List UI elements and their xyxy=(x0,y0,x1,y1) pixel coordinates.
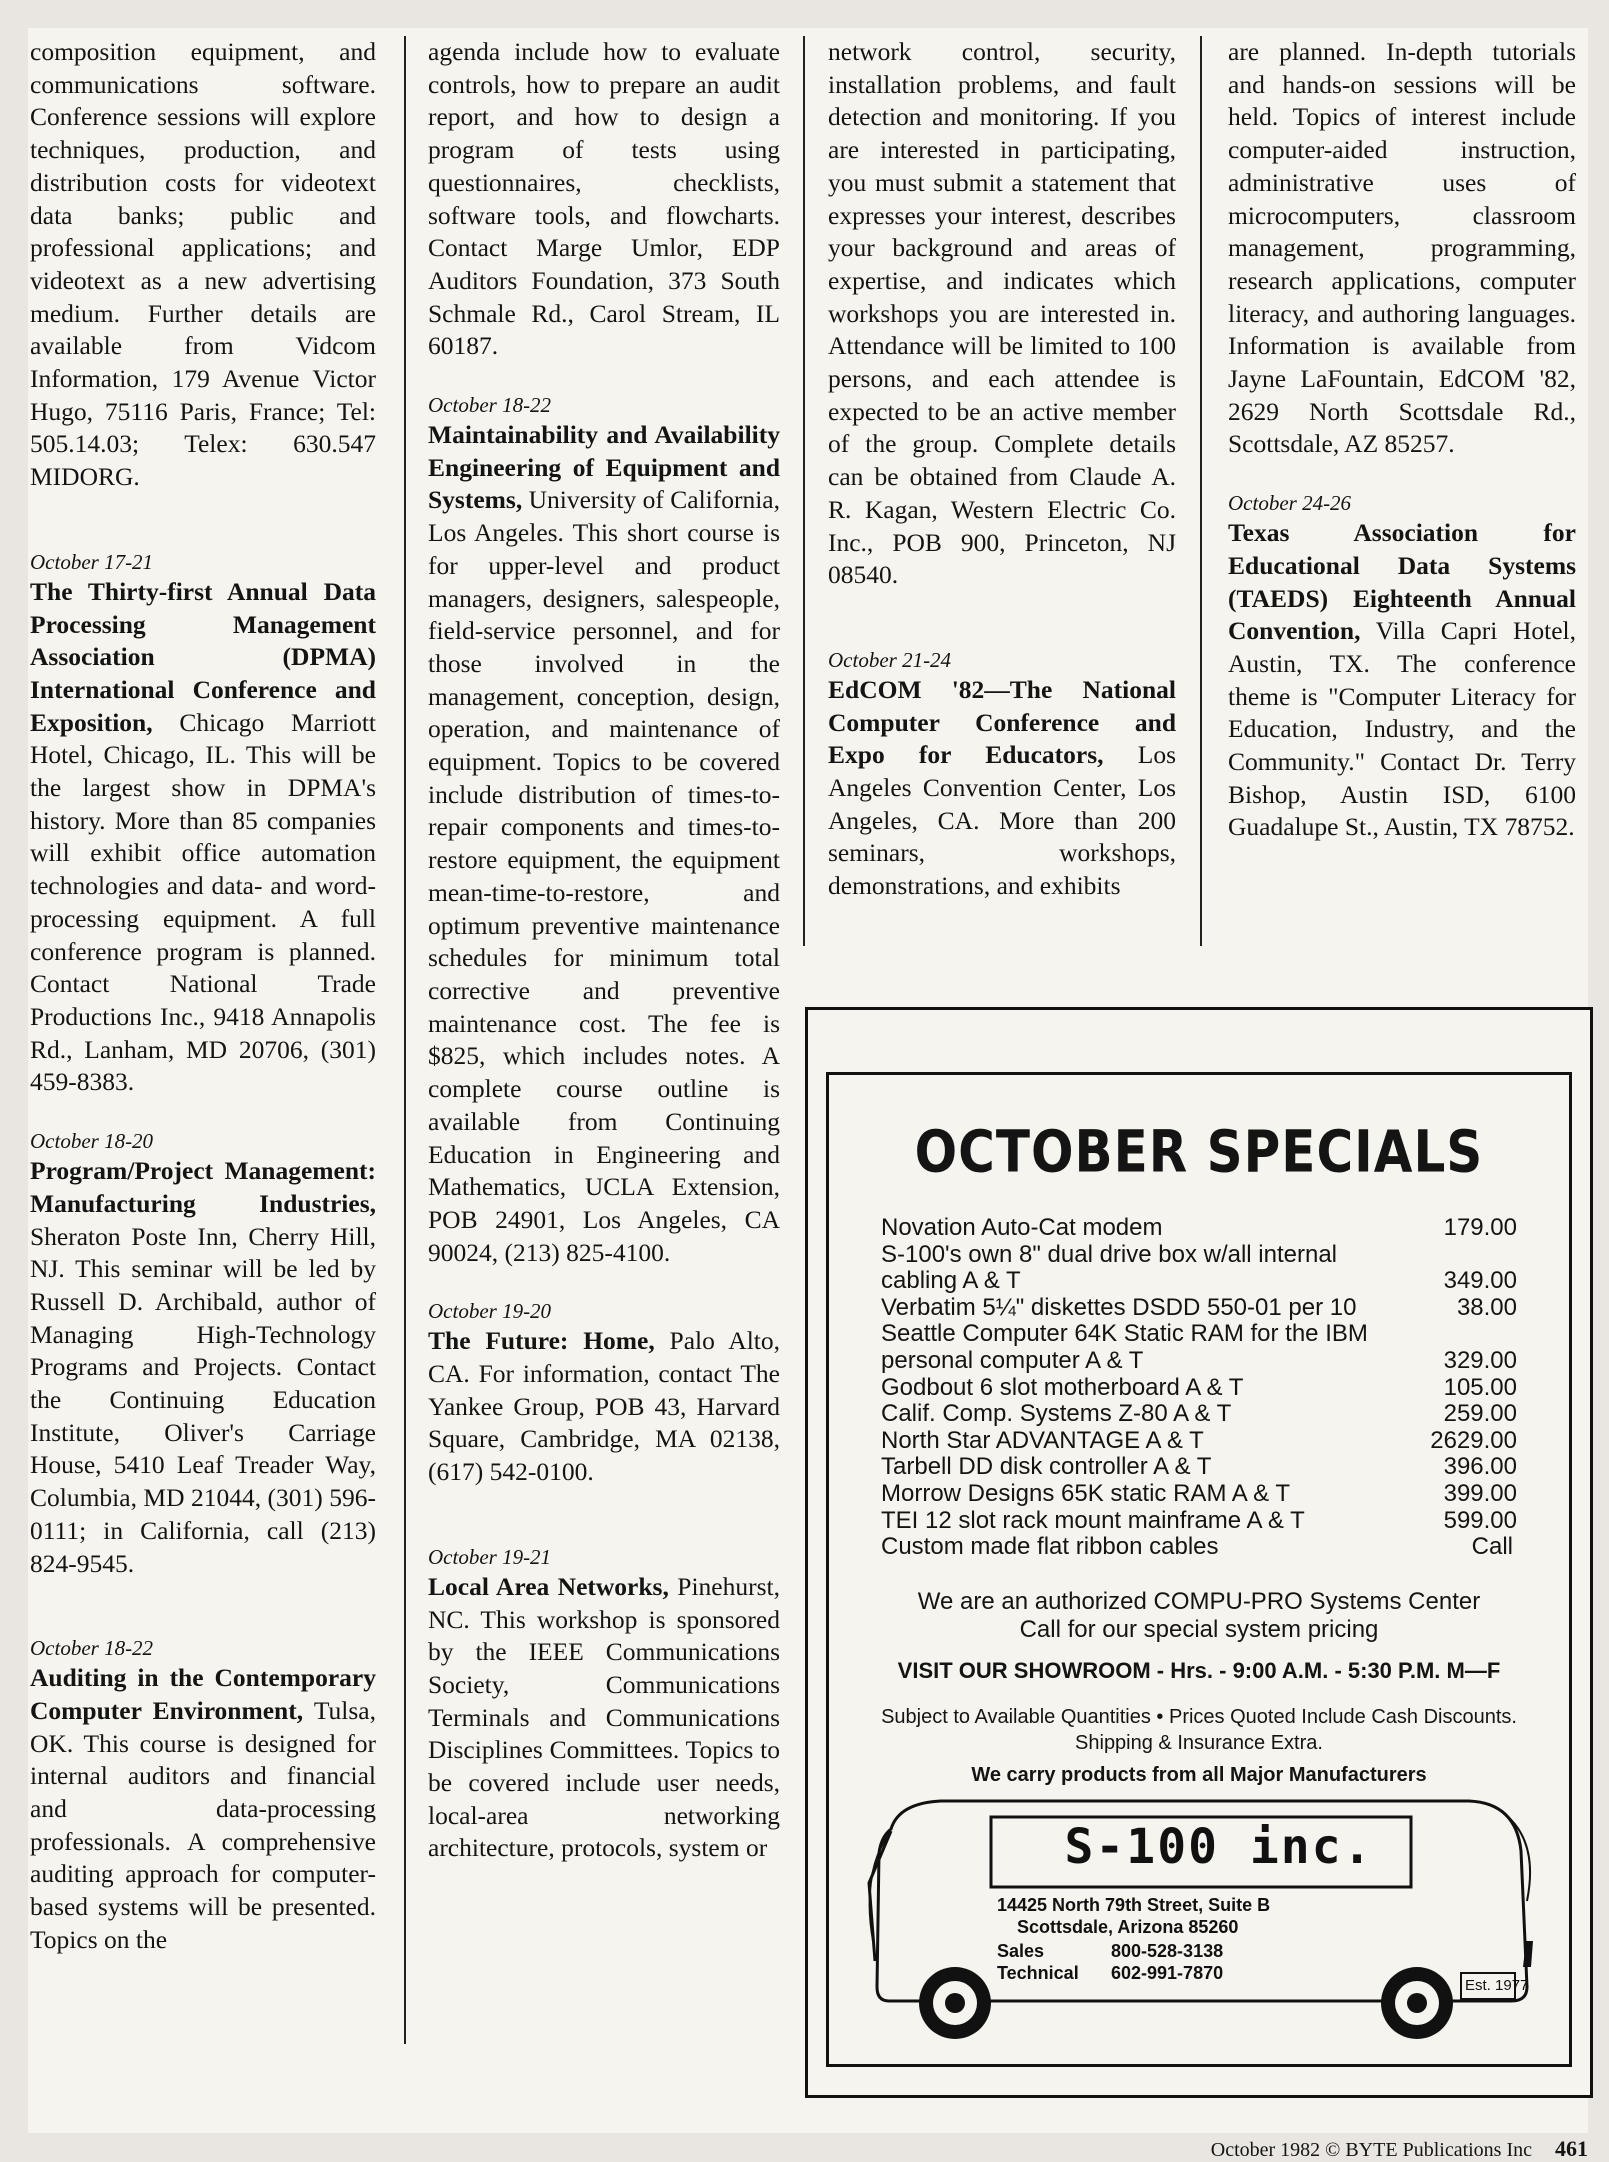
col1-intro: composition equipment, and communications software. Conference sessions will explore techniques, production, and distribution costs for videotext data banks; public and professional applications; and videotext as a new advertising medium. Further details are available from Vidcom Information, 179 Avenue Victor Hugo, 75116 Paris, France; Tel: 505.14.03; Telex: 630.547 MIDORG. xyxy=(30,37,376,492)
event-date: October 21-24 xyxy=(828,647,952,672)
event-entry xyxy=(828,646,1176,903)
event-body: Villa Capri Hotel, Austin, TX. The conference theme is "Computer Literacy for Education, Industry, and the Community." Contact Dr. Terry Bishop, Austin ISD, 6100 Guadalupe St., Austin, TX 78752. xyxy=(1228,616,1576,842)
showroom-hours: VISIT OUR SHOWROOM - Hrs. - 9:00 A.M. - 5:30 P.M. M—F xyxy=(897,1658,1501,1683)
column-rule-3 xyxy=(1200,36,1202,946)
dealer-line-1: We are an authorized COMPU-PRO Systems Center xyxy=(917,1588,1481,1615)
event-title: The Thirty-first Annual Data Processing Management Association (DPMA) International Conference and Exposition, xyxy=(30,576,376,737)
event-entry xyxy=(30,548,376,1099)
event-entry xyxy=(428,1543,780,1865)
event-body: Chicago Marriott Hotel, Chicago, IL. This will be the largest show in DPMA's history. More than 85 companies will exhibit office automation technologies and data- and word-processing equipment. A full conference program is planned. Contact National Trade Productions Inc., 9418 Annapolis Rd., Lanham, MD 20706, (301) 459-8383. xyxy=(30,707,376,1097)
item-name: Calif. Comp. Systems Z-80 A & T xyxy=(881,1400,1232,1428)
event-body: Tulsa, OK. This course is designed for internal auditors and financial and data-processing professionals. A comprehensive auditing approach for computer-based systems will be presented. Topics on the xyxy=(30,1695,376,1954)
col3-intro: network control, security, installation problems, and fault detection and monitoring. If you are interested in participating, you must submit a statement that expresses your interest, describes your background and areas of expertise, and indicates which workshops you are interested in. Attendance will be limited to 100 persons, and each attendee is expected to be an active member of the group. Complete details can be obtained from Claude A. R. Kagan, Western Electric Co. Inc., POB 900, Princeton, NJ 08540. xyxy=(828,37,1176,590)
price-item xyxy=(881,1428,1517,1455)
price-item xyxy=(881,1454,1517,1481)
event-date: October 19-20 xyxy=(428,1299,552,1324)
item-name: Novation Auto-Cat modem xyxy=(881,1214,1163,1241)
price-item xyxy=(881,1295,1517,1322)
column-2 xyxy=(428,36,780,1865)
event-title: Maintainability and Availability Engineering of Equipment and Systems, xyxy=(428,420,780,515)
item-price: 179.00 xyxy=(1443,1214,1517,1241)
event-title: Program/Project Management: Manufacturing Industries, xyxy=(30,1156,376,1218)
sales-phone: 800-528-3138 xyxy=(1111,1941,1224,1961)
event-title: Texas Association for Educational Data Systems (TAEDS) Eighteenth Annual Convention, xyxy=(1228,518,1576,646)
event-date: October 17-21 xyxy=(30,549,154,574)
address-line-2: Scottsdale, Arizona 85260 xyxy=(1017,1917,1239,1937)
dealer-line-2: Call for our special system pricing xyxy=(1019,1616,1379,1643)
event-title: Local Area Networks, xyxy=(428,1571,669,1601)
company-name: S-100 inc. xyxy=(1064,1819,1374,1875)
col2-intro: agenda include how to evaluate controls, how to prepare an audit report, and how to design a program of tests using questionnaires, checklists, software tools, and flowcharts. Contact Marge Umlor, EDP Auditors Foundation, 373 South Schmale Rd., Carol Stream, IL 60187. xyxy=(428,37,780,361)
item-price: 38.00 xyxy=(1456,1293,1517,1321)
item-name: Custom made flat ribbon cables xyxy=(881,1533,1219,1561)
price-item xyxy=(881,1481,1517,1508)
page-footer xyxy=(28,2136,1588,2162)
technical-label: Technical xyxy=(997,1963,1079,1983)
item-price: 259.00 xyxy=(1443,1400,1517,1428)
item-price: 396.00 xyxy=(1443,1453,1517,1481)
item-name: TEI 12 slot rack mount mainframe A & T xyxy=(881,1506,1305,1534)
event-body: University of California, Los Angeles. This short course is for upper-level and product managers, designers, salespeople, field-service personnel, and for those involved in the management, conception, design, operation, and maintenance of equipment. Topics to be covered include distribution of times-to-repair components and times-to-restore equipment, the equipment mean-time-to-restore, and optimum preventive maintenance schedules for minimum total corrective and preventive maintenance cost. The fee is $825, which includes notes. A complete course outline is available from Continuing Education in Engineering and Mathematics, UCLA Extension, POB 24901, Los Angeles, CA 90024, (213) 825-4100. xyxy=(428,485,780,1267)
item-name: Morrow Designs 65K static RAM A & T xyxy=(881,1479,1291,1507)
price-item xyxy=(881,1321,1517,1374)
item-price: 599.00 xyxy=(1443,1506,1517,1534)
event-date: October 18-22 xyxy=(428,393,552,418)
advertisement xyxy=(805,1007,1593,2098)
item-name: Seattle Computer 64K Static RAM for the IBM personal computer A & T xyxy=(881,1320,1368,1374)
address-line-1: 14425 North 79th Street, Suite B xyxy=(997,1895,1271,1915)
price-item xyxy=(881,1242,1517,1295)
item-price: 399.00 xyxy=(1443,1479,1517,1507)
ad-headline: OCTOBER SPECIALS xyxy=(914,1118,1484,1186)
price-item xyxy=(881,1375,1517,1402)
price-item xyxy=(881,1401,1517,1428)
event-title: EdCOM '82—The National Computer Conference and Expo for Educators, xyxy=(828,674,1176,770)
terms-line-1: Subject to Available Quantities • Prices Quoted Include Cash Discounts. xyxy=(881,1706,1517,1728)
price-item xyxy=(881,1215,1517,1242)
event-entry xyxy=(30,1127,376,1580)
event-date: October 24-26 xyxy=(1228,491,1352,516)
col4-intro: are planned. In-depth tutorials and hands-on sessions will be held. Topics of interest include computer-aided instruction, administrative uses of microcomputers, classroom management, programming, research applications, computer literacy, and authoring languages. Information is available from Jayne LaFountain, EdCOM '82, 2629 North Scottsdale Rd., Scottsdale, AZ 85257. xyxy=(1228,37,1576,459)
column-rule-2 xyxy=(803,36,805,946)
price-list xyxy=(881,1215,1517,1561)
item-price: 2629.00 xyxy=(1430,1426,1517,1454)
column-rule-1 xyxy=(404,36,406,2044)
column-3 xyxy=(828,36,1176,903)
ad-inner-frame xyxy=(826,1072,1572,2067)
event-date: October 18-20 xyxy=(30,1129,154,1154)
item-price: 105.00 xyxy=(1443,1373,1517,1401)
page-number: 461 xyxy=(1555,2136,1588,2161)
item-price: Call xyxy=(1471,1533,1513,1561)
established-year: Est. 1977 xyxy=(1465,1977,1529,1994)
event-body: Palo Alto, CA. For information, contact The Yankee Group, POB 43, Harvard Square, Cambridge, MA 02138, (617) 542-0100. xyxy=(428,1326,780,1487)
price-item xyxy=(881,1508,1517,1535)
item-name: North Star ADVANTAGE A & T xyxy=(881,1426,1204,1454)
event-body: Pinehurst, NC. This workshop is sponsored by the IEEE Communications Society, Communications Terminals and Communications Disciplines Committees. Topics to be covered include user needs, local-area networking architecture, protocols, system or xyxy=(428,1571,780,1863)
item-price: 349.00 xyxy=(1443,1267,1517,1295)
event-title: Auditing in the Contemporary Computer Environment, xyxy=(30,1663,376,1725)
event-body: Los Angeles Convention Center, Los Angeles, CA. More than 200 seminars, workshops, demonstrations, and exhibits xyxy=(828,740,1176,901)
item-name: S-100's own 8" dual drive box w/all internal cabling A & T xyxy=(881,1240,1338,1295)
event-entry xyxy=(428,391,780,1269)
item-name: Tarbell DD disk controller A & T xyxy=(881,1453,1212,1481)
column-4 xyxy=(1228,36,1576,844)
technical-phone: 602-991-7870 xyxy=(1111,1963,1224,1983)
item-name: Godbout 6 slot motherboard A & T xyxy=(881,1373,1244,1401)
event-date: October 18-22 xyxy=(30,1636,154,1661)
footer-credit: October 1982 © BYTE Publications Inc xyxy=(1210,2139,1532,2161)
manufacturers-line: We carry products from all Major Manufacturers xyxy=(971,1764,1427,1786)
item-price: 329.00 xyxy=(1443,1346,1517,1374)
event-entry xyxy=(428,1297,780,1489)
price-item xyxy=(881,1534,1517,1561)
event-body: Sheraton Poste Inn, Cherry Hill, NJ. This seminar will be led by Russell D. Archibald, author of Managing High-Technology Programs and Projects. Contact the Continuing Education Institute, Oliver's Carriage House, 5410 Leaf Treader Way, Columbia, MD 21044, (301) 596-0111; in California, call (213) 824-9545. xyxy=(30,1221,376,1578)
event-date: October 19-21 xyxy=(428,1544,552,1569)
terms-line-2: Shipping & Insurance Extra. xyxy=(1075,1732,1323,1754)
sales-label: Sales xyxy=(997,1941,1045,1961)
bus-rear xyxy=(1491,1805,1530,1901)
event-entry xyxy=(30,1634,376,1956)
event-entry xyxy=(1228,489,1576,844)
item-name: Verbatim 5¼" diskettes DSDD 550-01 per 10 xyxy=(881,1293,1357,1321)
event-title: The Future: Home, xyxy=(428,1326,655,1356)
column-1 xyxy=(30,36,376,1957)
